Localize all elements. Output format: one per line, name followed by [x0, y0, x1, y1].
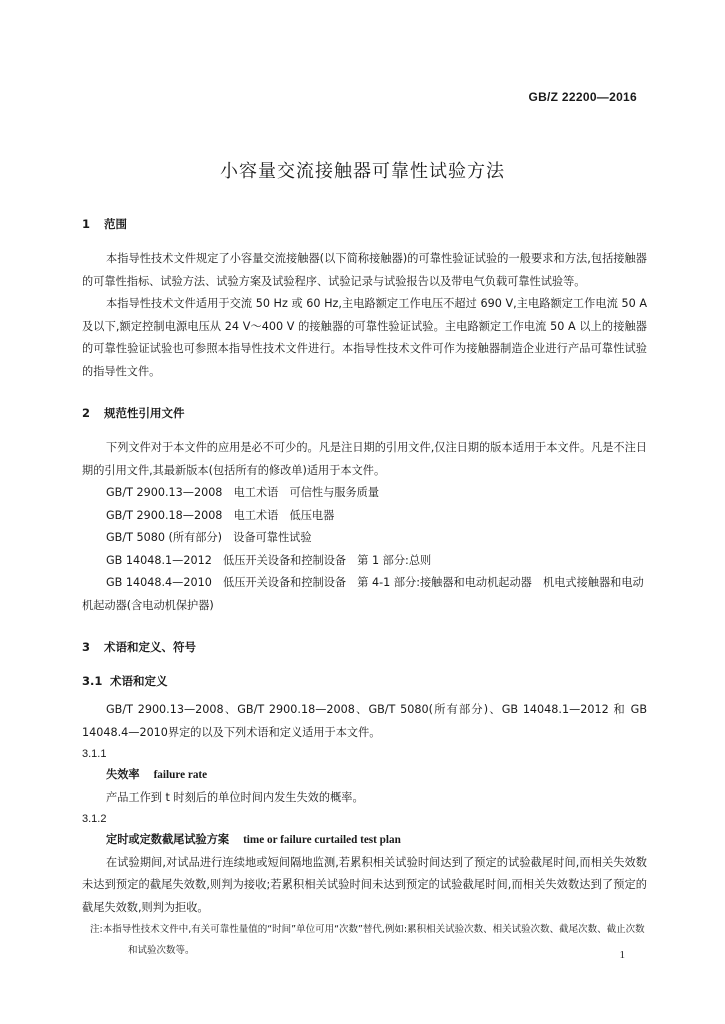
- document-title: 小容量交流接触器可靠性试验方法: [220, 161, 505, 182]
- document-body: [82, 214, 647, 961]
- section-title: 规范性引用文件: [104, 406, 185, 420]
- reference-item: GB 14048.4—2010 低压开关设备和控制设备 第 4-1 部分:接触器和电动机起动器 机电式接触器和电动机起动器(含电动机保护器): [82, 576, 644, 612]
- section-number: 1: [82, 217, 91, 231]
- section-1-heading: [82, 214, 647, 234]
- section-3-heading: [82, 637, 647, 657]
- section-1-paragraph-1: 本指导性技术文件规定了小容量交流接触器(以下简称接触器)的可靠性验证试验的一般要求和方法,包括接触器的可靠性指标、试验方法、试验方案及试验程序、试验记录与试验报告以及带电气负载可靠性试验等。: [82, 252, 647, 288]
- page-number: 1: [619, 949, 625, 961]
- term-number: 3.1.1: [82, 748, 107, 760]
- reference-item: GB 14048.1—2012 低压开关设备和控制设备 第 1 部分:总则: [106, 553, 432, 567]
- term-name: [82, 829, 647, 852]
- term-name-zh: 失效率: [106, 768, 140, 781]
- section-title: 范围: [104, 217, 127, 231]
- subsection-number: 3.1: [82, 674, 103, 688]
- reference-item: GB/T 5080 (所有部分) 设备可靠性试验: [106, 531, 312, 544]
- subsection-title: 术语和定义: [110, 674, 168, 688]
- reference-item: GB/T 2900.18—2008 电工术语 低压电器: [106, 508, 335, 522]
- term-number: 3.1.2: [82, 813, 107, 825]
- section-2-paragraph-1: 下列文件对于本文件的应用是必不可少的。凡是注日期的引用文件,仅注日期的版本适用于本文件。凡是不注日期的引用文件,其最新版本(包括所有的修改单)适用于本文件。: [82, 441, 647, 477]
- term-definition: 在试验期间,对试品进行连续地或短间隔地监测,若累积相关试验时间达到了预定的试验截尾时间,而相关失效数未达到预定的截尾失效数,则判为接收;若累积相关试验时间未达到预定的试验截尾时间,而相关失效数达到了预定的截尾失效数,则判为拒收。: [82, 855, 647, 914]
- section-title: 术语和定义、符号: [104, 640, 196, 654]
- section-1-paragraph-2: 本指导性技术文件适用于交流 50 Hz 或 60 Hz,主电路额定工作电压不超过 690 V,主电路额定工作电流 50 A 及以下,额定控制电源电压从 24 V～400 V 的接触器的可靠性验证试验。主电路额定工作电流 50 A 以上的接触器的可靠性验证试验也可参照本指导性技术文件进行。本指导性技术文件可作为接触器制造企业进行产品可靠性试验的指导性文件。: [82, 297, 647, 378]
- section-number: 3: [82, 640, 91, 654]
- term-definition: 产品工作到 t 时刻后的单位时间内发生失效的概率。: [106, 790, 364, 804]
- section-2-heading: [82, 403, 647, 423]
- note-text: 注:本指导性技术文件中,有关可靠性量值的“时间”单位可用“次数”替代,例如:累积相关试验次数、相关试验次数、截尾次数、截止次数和试验次数等。: [90, 924, 645, 956]
- term-name-en: time or failure curtailed test plan: [243, 834, 401, 846]
- section-number: 2: [82, 406, 91, 420]
- subsection-3-1-paragraph: GB/T 2900.13—2008、GB/T 2900.18—2008、GB/T 5080(所有部分)、GB 14048.1—2012 和 GB 14048.4—2010界定的以及下列术语和定义适用于本文件。: [82, 703, 647, 739]
- term-name-en: failure rate: [153, 769, 208, 781]
- subsection-3-1-heading: [82, 671, 647, 691]
- term-name: [82, 764, 647, 787]
- reference-item: GB/T 2900.13—2008 电工术语 可信性与服务质量: [106, 486, 380, 499]
- term-name-zh: 定时或定数截尾试验方案: [106, 833, 230, 846]
- standard-code: GB/Z 22200—2016: [528, 90, 637, 104]
